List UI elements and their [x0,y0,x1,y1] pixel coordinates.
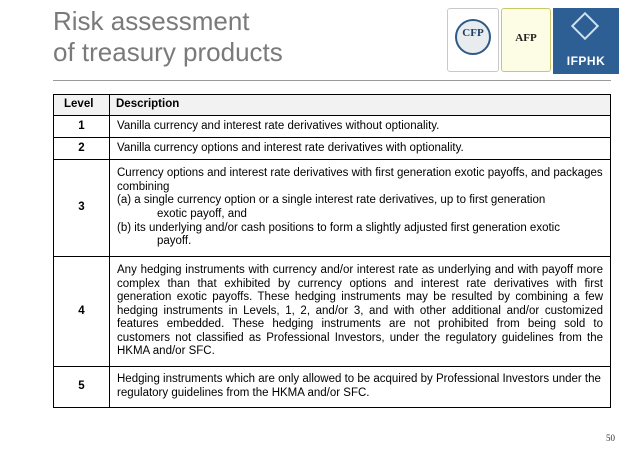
level-3-item-b-cont: payoff. [157,235,192,248]
page-title [53,6,283,68]
table-row [54,160,611,257]
column-header-level: Level [54,95,110,116]
ifphk-logo-text: IFPHK [566,54,606,68]
afp-logo [501,8,551,72]
afp-logo-text: AFP [515,32,537,44]
level-3-intro: Currency options and interest rate derivatives with first generation exotic payoffs, and packages combining [117,167,603,193]
risk-level-table [53,94,611,408]
description-cell: Vanilla currency options and interest rate derivatives with optionality. [110,138,611,160]
table-header-row [54,95,611,116]
level-3-item-b: (b) its underlying and/or cash positions to form a slightly adjusted first generation exotic [117,221,560,234]
title-divider [53,80,611,81]
description-cell: Vanilla currency and interest rate derivatives without optionality. [110,116,611,138]
level-cell: 4 [54,257,110,367]
cfp-logo [447,8,499,72]
title-line-1: Risk assessment [53,6,250,36]
table-row [54,257,611,367]
description-cell: Any hedging instruments with currency and/or interest rate as underlying and with payoff more complex than that exhibited by currency options and interest rate derivatives with first generation exotic payoffs. These hedging instruments may be resulted by combining a few hedging instruments in Levels, 1, 2, and/or 3, and with other additional and/or customized features embedded. These hedging instruments are not prohibited from being sold to customers not classified as Professional Investors, under the regulatory guidelines from the HKMA and/or SFC. [110,257,611,367]
level-3-item-a: (a) a single currency option or a single interest rate derivatives, up to first generation [117,194,546,207]
table-row [54,138,611,160]
table-row [54,367,611,408]
cfp-logo-text: CFP [462,27,484,39]
level-cell: 3 [54,160,110,257]
level-cell: 5 [54,367,110,408]
ifphk-emblem-icon [571,12,599,40]
description-cell: Hedging instruments which are only allowed to be acquired by Professional Investors under the regulatory guidelines from the HKMA and/or SFC. [110,367,611,408]
level-cell: 1 [54,116,110,138]
column-header-description: Description [110,95,611,116]
description-cell [110,160,611,257]
ifphk-logo [553,8,619,74]
level-cell: 2 [54,138,110,160]
title-line-2: of treasury products [53,37,283,67]
table-row [54,116,611,138]
page-number: 50 [606,433,615,443]
level-3-item-a-cont: exotic payoff, and [157,208,247,220]
